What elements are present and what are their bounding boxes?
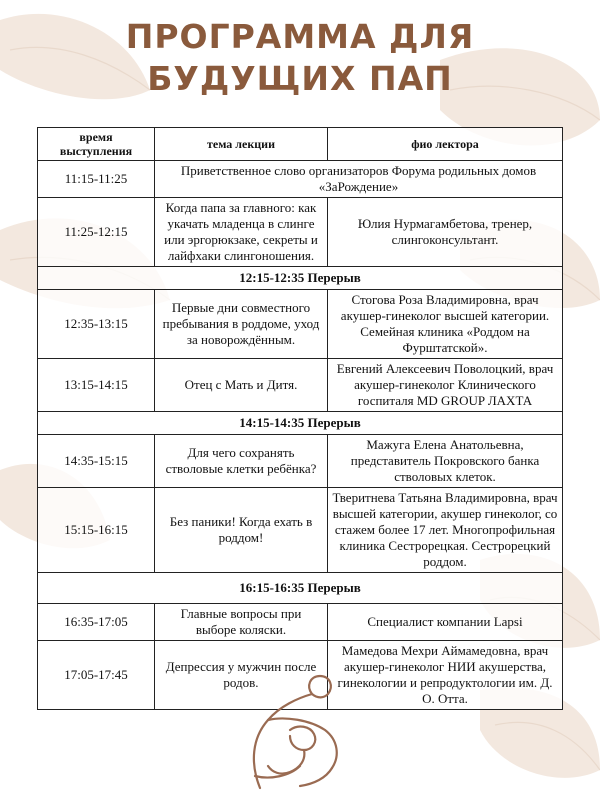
table-header-row — [38, 128, 563, 161]
table-row — [38, 488, 563, 573]
header-time: время выступления — [38, 128, 155, 161]
break-label: 14:15-14:35 Перерыв — [38, 412, 563, 435]
table-row — [38, 435, 563, 488]
title-line-2: БУДУЩИХ ПАП — [147, 59, 453, 98]
header-topic: тема лекции — [155, 128, 328, 161]
row-topic: Первые дни совместного пребывания в роддоме, уход за новорождённым. — [155, 290, 328, 359]
row-time: 12:35-13:15 — [38, 290, 155, 359]
row-topic: Депрессия у мужчин после родов. — [155, 641, 328, 710]
table-row — [38, 359, 563, 412]
row-time: 16:35-17:05 — [38, 604, 155, 641]
program-table — [37, 127, 563, 710]
row-topic: Главные вопросы при выборе коляски. — [155, 604, 328, 641]
break-label: 12:15-12:35 Перерыв — [38, 267, 563, 290]
row-topic: Отец с Мать и Дитя. — [155, 359, 328, 412]
table-row — [38, 161, 563, 198]
family-logo-icon — [240, 668, 360, 793]
row-topic: Без паники! Когда ехать в роддом! — [155, 488, 328, 573]
title-line-1: ПРОГРАММА ДЛЯ — [125, 17, 475, 56]
row-lecturer: Тверитнева Татьяна Владимировна, врач высшей категории, акушер гинеколог, со стажем более 17 лет. Многопрофильная клиника Сестрорецкая. Сестрорецкий роддом. — [328, 488, 563, 573]
page-title — [0, 16, 600, 100]
row-lecturer: Юлия Нурмагамбетова, тренер, слингоконсультант. — [328, 198, 563, 267]
row-topic: Для чего сохранять стволовые клетки ребёнка? — [155, 435, 328, 488]
break-row — [38, 267, 563, 290]
break-label: 16:15-16:35 Перерыв — [38, 573, 563, 604]
row-time: 11:25-12:15 — [38, 198, 155, 267]
row-time: 14:35-15:15 — [38, 435, 155, 488]
row-lecturer: Специалист компании Lapsi — [328, 604, 563, 641]
row-time: 15:15-16:15 — [38, 488, 155, 573]
table-row — [38, 290, 563, 359]
row-lecturer: Мамедова Мехри Аймамедовна, врач акушер-гинеколог НИИ акушерства, гинекологии и репродуктологии им. Д. О. Отта. — [328, 641, 563, 710]
row-time: 17:05-17:45 — [38, 641, 155, 710]
row-lecturer: Стогова Роза Владимировна, врач акушер-гинеколог высшей категории. Семейная клиника «Роддом на Фурштатской». — [328, 290, 563, 359]
break-row — [38, 412, 563, 435]
row-welcome: Приветственное слово организаторов Форума родильных домов «ЗаРождение» — [155, 161, 563, 198]
table-row — [38, 604, 563, 641]
row-topic: Когда папа за главного: как укачать младенца в слинге или эргорюкзаке, секреты и лайфхаки слингоношения. — [155, 198, 328, 267]
table-row — [38, 198, 563, 267]
row-lecturer: Евгений Алексеевич Поволоцкий, врач акушер-гинеколог Клинического госпиталя MD GROUP ЛАХТА — [328, 359, 563, 412]
row-lecturer: Мажуга Елена Анатольевна, представитель Покровского банка стволовых клеток. — [328, 435, 563, 488]
break-row — [38, 573, 563, 604]
row-time: 11:15-11:25 — [38, 161, 155, 198]
header-lecturer: фио лектора — [328, 128, 563, 161]
row-time: 13:15-14:15 — [38, 359, 155, 412]
